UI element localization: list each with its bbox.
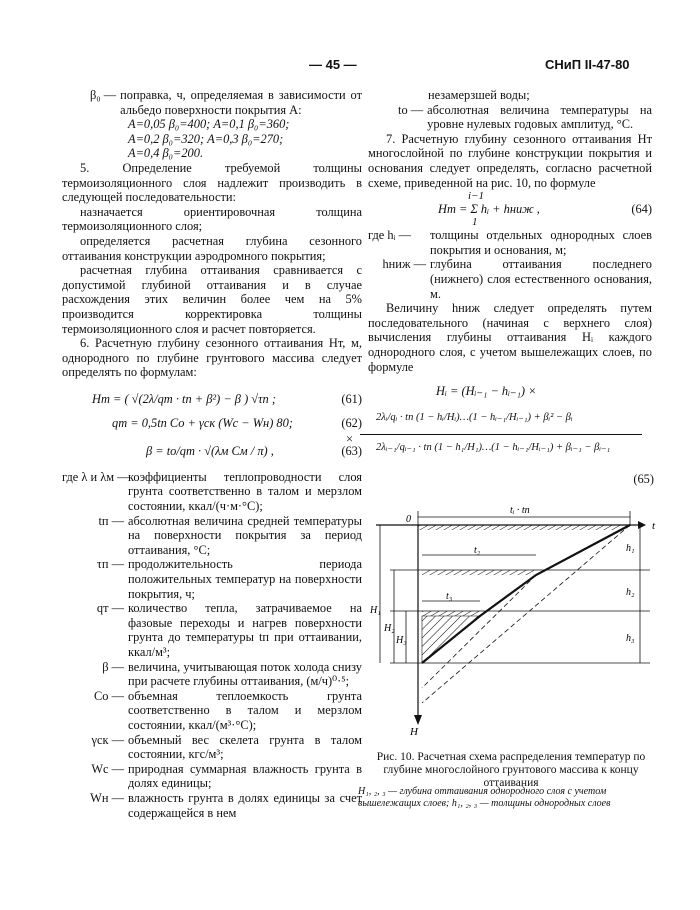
document-code: СНиП II-47-80	[545, 57, 630, 72]
albedo-row: A=0,4 β₀=200.	[128, 146, 204, 161]
definition-key: Wс —	[91, 761, 124, 776]
formula-62-text: qт = 0,5tп Cо + γск (Wс − Wн) 80;	[112, 415, 293, 430]
svg-text:h₃: h₃	[626, 633, 635, 644]
paragraph-5a: назначается ориентировочная толщина термоизоляционного слоя;	[62, 204, 362, 234]
definition-text: природная суммарная влажность грунта в долях единицы;	[128, 761, 362, 791]
paragraph-5c: расчетная глубина оттаивания сравнивается с допустимой глубиной оттаивания и в случае расхождения этих величин более чем на 5% производится корректировка толщины термоизоляционного слоя и расчет повторяется.	[62, 263, 362, 336]
left-column	[62, 88, 362, 820]
definition-text: объемная теплоемкость грунта соответственно в талом и мерзлом состоянии, ккал/(м³·°С);	[128, 688, 362, 732]
paragraph-5: 5. Определение требуемой толщины термоизоляционного слоя надлежит производить в следующей последовательности:	[62, 160, 362, 205]
right-column	[368, 88, 652, 374]
svg-text:h₂: h₂	[626, 587, 635, 598]
definition-beta0	[62, 88, 362, 117]
continuation-line: незамерзшей воды;	[428, 88, 530, 102]
paragraph-7: 7. Расчетную глубину сезонного оттаивания Hт многослойной по глубине конструкции покрытия и основания следует определять, согласно расчетной схеме, приведенной на рис. 10, по формуле	[368, 131, 652, 190]
svg-text:0: 0	[406, 514, 411, 525]
definition-item	[62, 601, 362, 659]
definition-key: γск —	[91, 732, 124, 747]
definition-text: коэффициенты теплопроводности слоя грунта соответственно в талом и мерзлом состоянии, ккал/(ч·м·°С);	[128, 469, 362, 514]
svg-text:H₂: H₂	[384, 623, 395, 634]
formula-64-sup: i−1	[468, 190, 484, 203]
top-label: tᵢ · tп	[510, 505, 530, 516]
formula-65-times: ×	[346, 432, 353, 446]
paragraph-6: 6. Расчетную глубину сезонного оттаивания Hт, м, однородного по глубине грунтового массива следует определять по формулам:	[62, 336, 362, 380]
formula-63-text: β = tо/qт · √(λм Cм / π) ,	[146, 443, 274, 458]
definition-key: где λ и λм —	[62, 469, 130, 484]
svg-text:H: H	[410, 726, 418, 738]
fraction-line	[360, 434, 642, 435]
definition-key: hниж —	[382, 257, 426, 272]
definition-text: объемный вес скелета грунта в талом состоянии, кгс/м³;	[128, 732, 362, 762]
definition-key: τп —	[96, 557, 124, 572]
svg-text:t: t	[652, 520, 656, 532]
svg-text:H₁: H₁	[370, 605, 381, 616]
definition-t0	[368, 103, 652, 132]
albedo-table	[62, 117, 362, 161]
figure-10	[370, 503, 670, 743]
definition-key: Wн —	[90, 790, 124, 805]
formula-64-sub: 1	[472, 216, 478, 229]
formula-61-number: (61)	[341, 391, 362, 406]
definition-text: абсолютная величина средней температуры на поверхности покрытия за период оттаивания, °С;	[128, 513, 362, 557]
definition-key: где hᵢ —	[368, 228, 412, 243]
definition-item	[368, 257, 652, 301]
definition-key: tп —	[98, 513, 124, 528]
svg-text:h₁: h₁	[626, 543, 635, 554]
definition-item	[62, 733, 362, 762]
definition-text: величина, учитывающая поток холода снизу при расчете глубины оттаивания, (м/ч)⁰·⁵;	[128, 659, 362, 689]
definition-key: Cо —	[94, 688, 124, 703]
definitions-list	[62, 470, 362, 820]
svg-text:t₂: t₂	[474, 545, 481, 556]
formula-65	[346, 384, 662, 492]
definition-text: поправка, ч, определяемая в зависимости от альбедо поверхности покрытия A:	[120, 88, 362, 117]
paragraph-5b: определяется расчетная глубина сезонного оттаивания конструкции аэродромного покрытия;	[62, 233, 362, 263]
formula-63-number: (63)	[341, 443, 362, 458]
svg-text:H₃: H₃	[396, 635, 407, 646]
formula-65-denominator: 2λᵢ₋₁/qᵢ₋₁ · tп (1 − h₁/H₁)…(1 − hᵢ₋₁/Hᵢ₋₁) + βᵢ₋₁ − βᵢ₋₁	[376, 442, 611, 453]
formula-61	[62, 384, 362, 414]
definition-item	[62, 791, 362, 820]
formula-65-number: (65)	[633, 472, 654, 486]
definition-text: абсолютная величина температуры на уровне нулевых годовых амплитуд, °С.	[427, 102, 652, 132]
definition-item	[62, 557, 362, 601]
page-number: — 45 —	[309, 57, 357, 72]
formula-65-top: Hᵢ = (Hᵢ₋₁ − hᵢ₋₁) ×	[436, 384, 537, 398]
definition-text: толщины отдельных однородных слоев покрытия и основания, м;	[430, 228, 652, 257]
formula-61-text: Hт = ( √(2λ/qт · tп + β²) − β ) √τп ;	[92, 391, 276, 406]
definition-text: глубина оттаивания последнего (нижнего) слоя естественного основания, м.	[430, 257, 652, 301]
definition-item	[62, 660, 362, 689]
formula-65-numerator: 2λᵢ/qᵢ · tп (1 − hᵢ/Hᵢ)…(1 − hᵢ₋₁/Hᵢ₋₁) + βᵢ² − βᵢ	[376, 412, 573, 423]
albedo-row: A=0,2 β₀=320; A=0,3 β₀=270;	[128, 131, 284, 146]
figure-caption: Рис. 10. Расчетная схема распределения температур по глубине многослойного грунтового массива к концу оттаивания	[376, 751, 646, 789]
temperature-profile	[422, 525, 630, 663]
formula-64-number: (64)	[631, 202, 652, 217]
definition-text: количество тепла, затрачиваемое на фазовые переходы и нагрев поверхности грунта до температуры tп при оттаивании, ккал/м³;	[128, 601, 362, 659]
definition-text: продолжительность периода положительных температур на поверхности покрытия, ч;	[128, 557, 362, 601]
definition-key: tо —	[398, 102, 424, 117]
paragraph-hniz: Величину hниж следует определять путем последовательного (начиная с верхнего слоя) вычисления глубины оттаивания Hᵢ каждого однородного слоя, с учетом вышележащих слоев, по формуле	[368, 301, 652, 374]
albedo-row: A=0,05 β₀=400; A=0,1 β₀=360;	[128, 117, 290, 132]
formula-62	[62, 414, 362, 436]
formula-63	[62, 436, 362, 470]
definition-item	[62, 470, 362, 514]
definition-item	[368, 228, 652, 257]
figure-legend: H₁, ₂, ₃ — глубина оттаивания однородного слоя с учетом вышележащих слоев; h₁, ₂, ₃ — толщины однородных слоев	[358, 786, 611, 809]
definition-key: β₀ —	[90, 88, 117, 102]
formula-64	[368, 190, 652, 228]
definition-item	[62, 762, 362, 791]
definition-text: влажность грунта в долях единицы за счет содержащейся в нем	[128, 790, 362, 820]
definition-key: qт —	[96, 601, 124, 616]
definition-key: β —	[102, 659, 124, 674]
formula-64-text: Hт = Σ hᵢ + hниж ,	[438, 202, 540, 217]
definition-item	[62, 514, 362, 558]
svg-text:t₃: t₃	[446, 591, 453, 602]
definition-item	[62, 689, 362, 733]
formula-62-number: (62)	[341, 415, 362, 430]
